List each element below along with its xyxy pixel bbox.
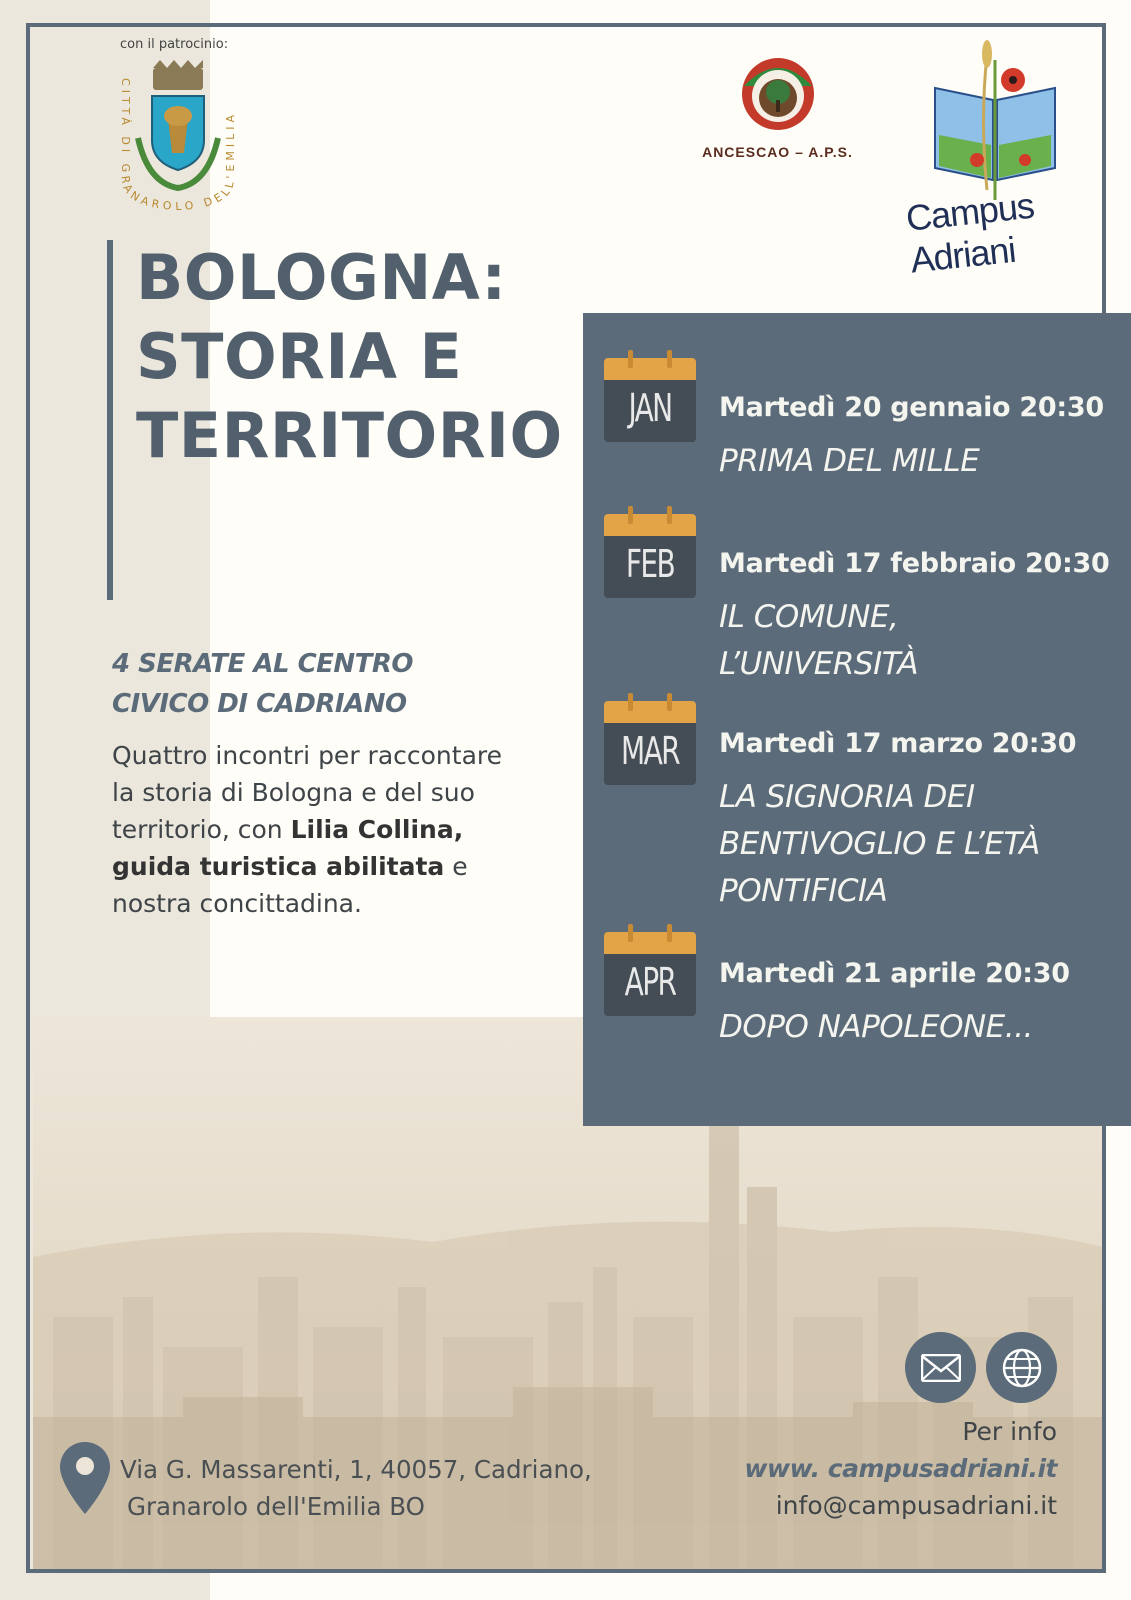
description-highlight: Lilia Collina, guida turistica abilitata [112,815,464,881]
calendar-icon [604,924,696,1016]
event-month: JAN [628,386,672,430]
event-topic-line: DOPO NAPOLEONE... [719,1009,1033,1045]
event-series-subtitle [112,644,472,724]
title-line-2: STORIA E [136,320,463,393]
contact-label: Per info [962,1417,1057,1446]
ancescao-logo-block [690,56,865,166]
title-line-3: TERRITORIO [136,399,563,472]
mail-icon[interactable] [905,1332,976,1403]
ancescao-label: ANCESCAO – A.P.S. [702,144,853,160]
event-schedule-panel [583,313,1131,1126]
email-link[interactable]: info@campusadriani.it [775,1491,1057,1520]
campus-book-illustration [925,40,1065,205]
event-date: Martedì 17 febbraio 20:30 [719,548,1110,579]
event-month: FEB [625,542,675,586]
event-topic-line: BENTIVOGLIO E L’ETÀ [719,826,1040,862]
website-link[interactable]: www. campusadriani.it [744,1454,1057,1483]
event-topic [719,1004,1119,1051]
calendar-icon [604,506,696,598]
event-date: Martedì 21 aprile 20:30 [719,958,1070,989]
description-outro: e nostra concittadina. [112,852,468,918]
venue-address [120,1451,592,1525]
map-pin-icon [60,1442,110,1514]
event-topic-line: PRIMA DEL MILLE [719,443,980,479]
event-month: MAR [621,729,679,773]
event-topic [719,438,1119,485]
page-title [136,238,586,475]
subtitle-line-1: 4 SERATE AL CENTRO [112,649,414,679]
patronage-label: con il patrocinio: [120,37,229,52]
globe-icon[interactable] [986,1332,1057,1403]
calendar-icon [604,693,696,785]
campus-adriani-logo [900,40,1095,281]
address-line-1: Via G. Massarenti, 1, 40057, Cadriano, [120,1455,592,1484]
event-description [112,737,532,922]
title-line-1: BOLOGNA: [136,241,507,314]
event-topic-line: PONTIFICIA [719,873,888,909]
crest-text: CITTÀ DI GRANAROLO DELL'EMILIA [118,78,238,214]
campus-adriani-wordmark: Campus Adriani [904,184,1036,281]
event-date: Martedì 20 gennaio 20:30 [719,392,1104,423]
ancescao-logo [740,56,816,132]
event-date: Martedì 17 marzo 20:30 [719,728,1077,759]
event-topic [719,774,1119,915]
description-intro: Quattro incontri per raccontare la storia di Bologna e del suo territorio, con [112,741,503,844]
subtitle-line-2: CIVICO DI CADRIANO [112,689,407,719]
calendar-icon [604,350,696,442]
event-topic [719,594,1119,688]
contact-info [744,1413,1057,1524]
event-topic-line: IL COMUNE, [719,599,899,635]
event-topic-line: L’UNIVERSITÀ [719,646,919,682]
address-line-2: Granarolo dell'Emilia BO [127,1492,425,1521]
event-month: APR [624,960,676,1004]
event-topic-line: LA SIGNORIA DEI [719,779,975,815]
granarolo-crest-logo [108,58,248,223]
title-accent-bar [107,240,113,600]
